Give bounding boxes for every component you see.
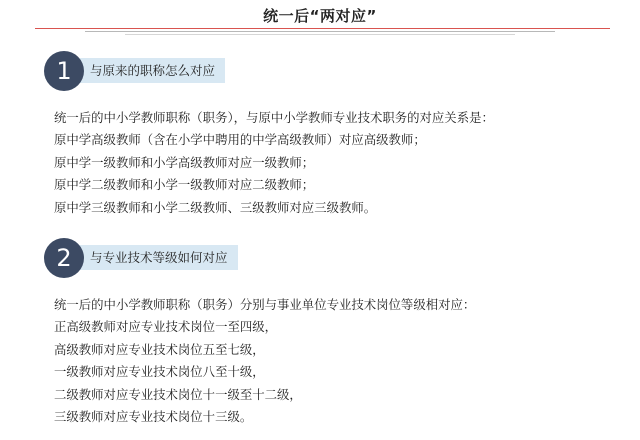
section-2-line: 统一后的中小学教师职称（职务）分别与事业单位专业技术岗位等级相对应：: [54, 297, 476, 312]
section-2-line: 高级教师对应专业技术岗位五至七级，: [54, 341, 265, 357]
section-1-line: 原中学二级教师和小学一级教师对应二级教师；: [54, 177, 315, 193]
section-1-line: 原中学三级教师和小学二级教师、三级教师对应三级教师。: [54, 199, 377, 215]
section-1-line: 原中学高级教师（含在小学中聘用的中学高级教师）对应高级教师；: [54, 132, 426, 148]
section-2-number-badge: 2: [44, 238, 84, 278]
section-1-line: 统一后的中小学教师职称（职务），与原中小学教师专业技术职务的对应关系是：: [54, 110, 494, 125]
title-underline-red: [35, 28, 610, 29]
section-2-body: [54, 294, 475, 428]
section-1-heading-label: 与原来的职称怎么对应: [64, 58, 225, 83]
section-1-number-badge: 1: [44, 51, 84, 91]
title-underline-gray: [85, 31, 555, 32]
section-2-line: 正高级教师对应专业技术岗位一至四级，: [54, 319, 278, 335]
section-2-line: 三级教师对应专业技术岗位十三级。: [54, 408, 253, 424]
section-1-body: [54, 107, 494, 219]
title-underline-light: [125, 34, 515, 35]
page-title: 统一后“两对应”: [263, 7, 377, 25]
page-header: [0, 0, 640, 40]
section-2-line: 二级教师对应专业技术岗位十一级至十二级，: [54, 386, 302, 402]
section-2-line: 一级教师对应专业技术岗位八至十级，: [54, 364, 265, 380]
section-2-heading-label: 与专业技术等级如何对应: [64, 245, 238, 270]
section-1-line: 原中学一级教师和小学高级教师对应一级教师；: [54, 154, 315, 170]
